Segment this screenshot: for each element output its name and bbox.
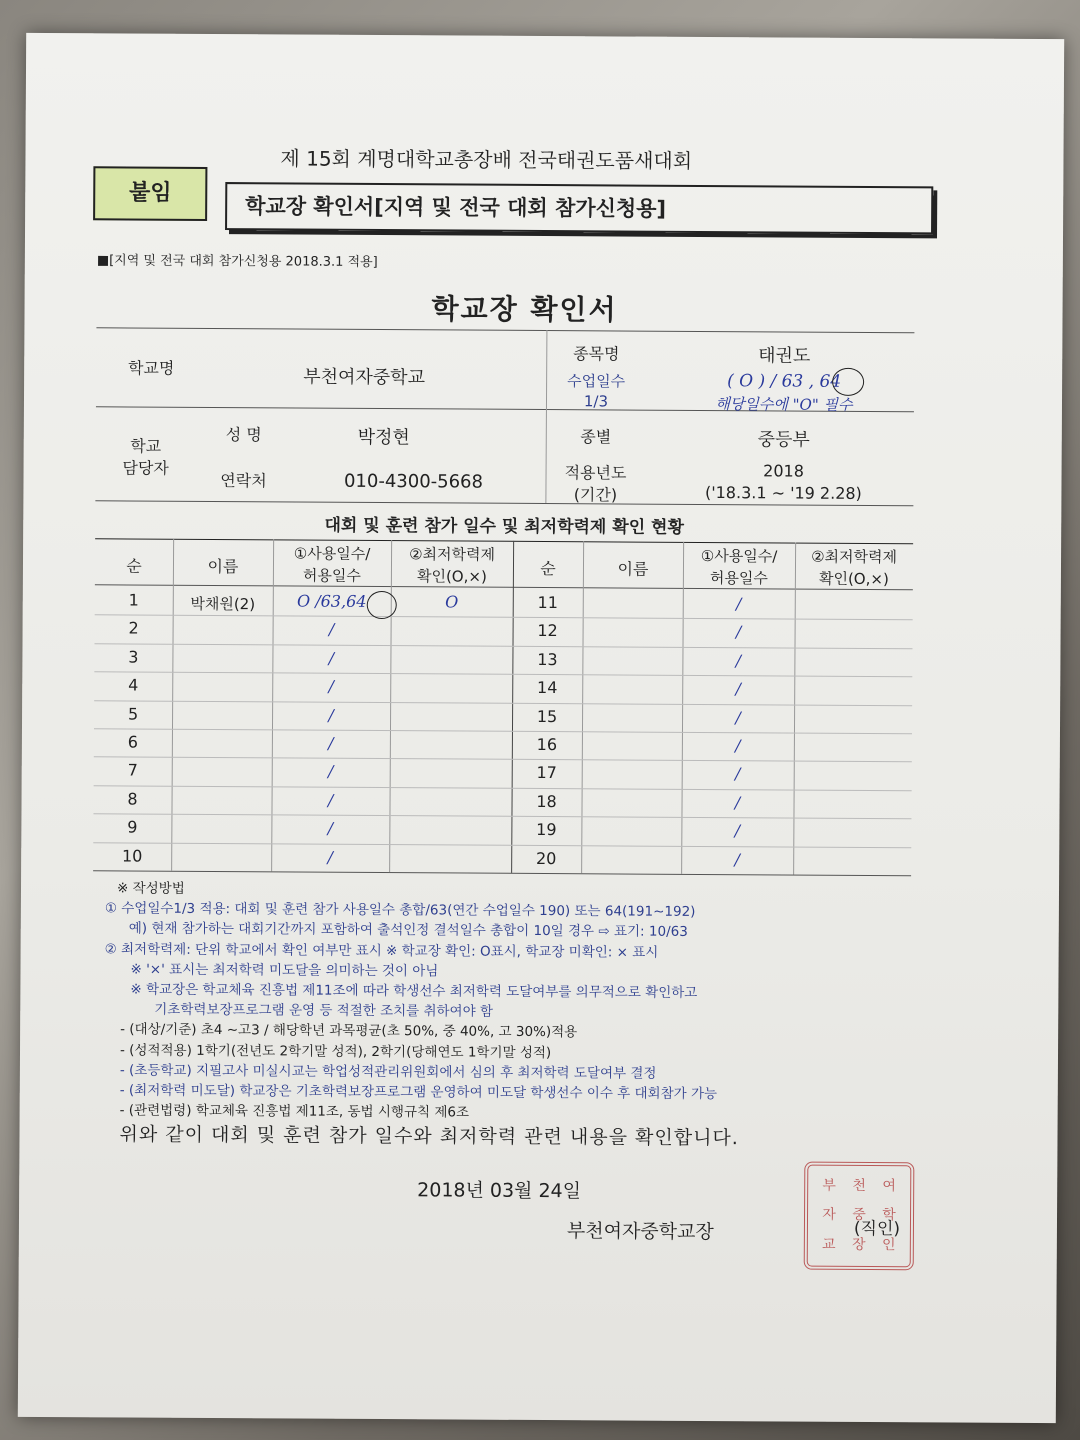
col-header-name-right: 이름 — [617, 559, 649, 579]
row-name — [583, 595, 683, 596]
col-header-days-2-right: 허용일수 — [709, 569, 768, 588]
col-header-num-right: 순 — [540, 558, 556, 579]
row-days: / — [735, 650, 742, 671]
seal-character: 장 — [852, 1236, 866, 1253]
instruction-line: ※ 학교장은 학교체육 진흥법 제11조에 따라 학생선수 최저학력 도달여부를 의무적으로 확인하고 — [130, 981, 698, 1001]
contact-label: 연락처 — [220, 471, 267, 491]
event-title: 제 15회 계명대학교총장배 전국태권도품새대회 — [280, 146, 693, 173]
row-number: 1 — [128, 590, 139, 610]
row-name — [171, 820, 271, 821]
row-academic-check — [389, 819, 511, 820]
signature-date: 2018년 03월 24일 — [417, 1179, 582, 1203]
row-days: / — [734, 764, 741, 784]
row-days: / — [735, 707, 741, 727]
row-number: 13 — [537, 649, 558, 669]
year-label-2: (기간) — [573, 485, 618, 505]
table-bottom-border — [93, 870, 911, 876]
seal-character: 중 — [852, 1207, 866, 1224]
row-number: 19 — [536, 820, 557, 840]
table-title: 대회 및 훈련 참가 일수 및 최저학력제 확인 현황 — [324, 515, 684, 538]
row-number: 4 — [128, 675, 139, 695]
year-label-1: 적용년도 — [564, 463, 627, 483]
manager-label-2: 담당자 — [122, 458, 169, 478]
row-number: 11 — [537, 592, 558, 613]
row-days: / — [327, 762, 334, 782]
row-number: 7 — [127, 760, 138, 780]
instruction-line: ※ '×' 표시는 최저학력 미도달을 의미하는 것이 아님 — [130, 961, 439, 980]
row-number: 2 — [128, 618, 139, 638]
name-label: 성 명 — [225, 425, 262, 445]
row-academic-check — [390, 649, 512, 650]
year-value-2: ('18.3.1 ~ '19 2.28) — [704, 482, 862, 503]
row-number: 15 — [536, 706, 558, 726]
row-academic-check — [793, 822, 911, 823]
row-number: 16 — [536, 734, 558, 755]
row-name — [172, 735, 272, 736]
row-name — [173, 621, 273, 622]
row-academic-check — [794, 765, 912, 766]
form-note: ■[지역 및 전국 대회 참가신청용 2018.3.1 적용] — [96, 253, 378, 270]
col-header-acad-1-right: ②최저학력제 — [811, 547, 898, 567]
row-days: / — [328, 676, 334, 696]
document-title: 학교장 확인서[지역 및 전국 대회 참가신청용] — [225, 182, 933, 234]
row-number: 6 — [127, 732, 139, 752]
col-header-days-2: 허용일수 — [302, 566, 361, 585]
row-days: / — [327, 847, 333, 867]
row-name — [582, 709, 682, 710]
instruction-line: ② 최저학력제: 단위 학교에서 확인 여부만 표시 ※ 학교장 확인: O표시, 학교장 미확인: × 표시 — [104, 940, 659, 961]
contact-value: 010-4300-5668 — [343, 470, 484, 493]
instruction-line: - (대상/기준) 초4 ~고3 / 해당학년 과목평균(초 50%, 중 40%, 고 30%)적용 — [120, 1021, 578, 1041]
seal-character: 부 — [822, 1177, 837, 1194]
name-value: 박정현 — [357, 426, 410, 449]
row-name — [582, 737, 682, 738]
row-number: 10 — [121, 846, 143, 866]
row-name — [172, 792, 272, 793]
circle-mark-icon — [367, 591, 397, 619]
row-days: / — [327, 790, 334, 810]
row-days: / — [328, 620, 335, 640]
row-days: / — [734, 821, 741, 841]
attachment-badge: 붙임 — [93, 166, 207, 221]
instruction-line: ① 수업일수1/3 적용: 대회 및 훈련 참가 사용일수 총합/63(연간 수업일수 190) 또는 64(191~192) — [104, 900, 696, 921]
row-name — [582, 766, 682, 767]
row-days: / — [734, 849, 740, 869]
row-days: / — [734, 792, 741, 813]
document-page — [18, 33, 1064, 1423]
class-days-label: 수업일수 — [567, 372, 626, 391]
row-name — [172, 706, 272, 707]
row-academic-check — [389, 848, 511, 849]
row-line — [94, 757, 912, 763]
main-title: 학교장 확인서 — [431, 292, 618, 327]
row-days: / — [736, 594, 742, 614]
row-line — [93, 842, 911, 848]
row-name — [172, 650, 272, 651]
instruction-line: - (초등학교) 지필고사 미실시교는 학업성적관리위원회에서 심의 후 최저학력 도달여부 결정 — [119, 1062, 657, 1082]
year-value-1: 2018 — [763, 461, 804, 481]
class-days-fraction: 1/3 — [583, 392, 609, 411]
col-header-acad-1: ②최저학력제 — [409, 545, 496, 564]
manager-label-1: 학교 — [130, 436, 162, 456]
row-days: / — [327, 818, 334, 838]
row-academic-check — [390, 791, 512, 792]
row-line — [94, 785, 912, 791]
row-number: 18 — [536, 791, 557, 811]
row-number: 5 — [127, 704, 139, 724]
col-header-name: 이름 — [207, 556, 239, 577]
row-academic-check — [391, 620, 513, 621]
row-name — [583, 624, 683, 625]
row-number: 9 — [127, 817, 138, 837]
row-line — [95, 615, 913, 621]
seal-character: 자 — [822, 1207, 836, 1224]
row-academic-check — [390, 706, 512, 707]
row-line — [94, 728, 912, 734]
row-line — [93, 813, 911, 819]
row-name — [172, 678, 272, 679]
row-days: / — [328, 705, 334, 725]
seal-character: 교 — [822, 1236, 836, 1253]
row-academic-check — [793, 850, 911, 851]
row-number: 3 — [128, 647, 139, 667]
col-header-days-1-right: ①사용일수/ — [700, 546, 778, 566]
class-days-value: ( O ) / 63 , 64 — [727, 371, 842, 392]
row-name — [582, 794, 682, 795]
row-academic-check — [795, 623, 913, 624]
row-number: 17 — [536, 763, 557, 783]
instruction-line: - (성적적용) 1학기(전년도 2학기말 성적), 2학기(당해연도 1학기말 성적) — [119, 1042, 552, 1061]
seal-character: 학 — [882, 1207, 896, 1224]
instruction-line: 기초학력보장프로그램 운영 등 적절한 조치를 취하여야 함 — [154, 1001, 494, 1020]
instructions-heading: ※ 작성방법 — [116, 880, 185, 897]
row-days: O /63,64 — [297, 591, 367, 611]
row-days: / — [328, 648, 335, 668]
row-number: 14 — [537, 678, 558, 698]
row-line — [94, 700, 912, 706]
col-header-acad-2-right: 확인(O,×) — [818, 569, 889, 589]
instruction-line: - (관련법령) 학교체육 진흥법 제11조, 동법 시행규칙 제6조 — [119, 1102, 470, 1121]
instruction-line: - (최저학력 미도달) 학교장은 기초학력보장프로그램 운영하여 미도달 학생선수 이수 후 대회참가 가능 — [119, 1082, 718, 1103]
event-value: 태권도 — [758, 345, 811, 367]
row-days: / — [735, 679, 741, 699]
row-academic-check — [390, 762, 512, 763]
school-label: 학교명 — [127, 358, 175, 378]
school-value: 부천여자중학교 — [303, 366, 426, 389]
row-line — [95, 643, 913, 649]
row-line — [94, 671, 912, 677]
row-academic-check — [795, 595, 913, 596]
instruction-line: 예) 현재 참가하는 대회기간까지 포함하여 출석인정 결석일수 총합이 10일 경우 ⇨ 표기: 10/63 — [128, 920, 688, 941]
row-academic-check — [794, 737, 912, 738]
seal-character: 천 — [852, 1178, 867, 1195]
row-academic-check — [794, 680, 912, 681]
row-academic-check — [794, 793, 912, 794]
col-header-acad-2: 확인(O,×) — [416, 567, 487, 586]
row-name — [581, 822, 681, 823]
event-label: 종목명 — [573, 344, 620, 364]
row-academic-check — [794, 651, 912, 652]
category-value: 중등부 — [757, 429, 810, 451]
category-label: 종별 — [580, 427, 612, 447]
seal-character: 여 — [882, 1178, 897, 1195]
row-number: 12 — [537, 621, 558, 641]
row-name — [581, 851, 681, 852]
circle-mark-icon — [832, 368, 864, 396]
row-days: / — [735, 736, 741, 756]
row-days: / — [735, 622, 742, 642]
confirmation-statement: 위와 같이 대회 및 훈련 참가 일수와 최저학력 관련 내용을 확인합니다. — [119, 1123, 739, 1150]
col-header-days-1: ①사용일수/ — [293, 544, 371, 563]
row-name — [171, 848, 271, 849]
row-academic-check — [794, 708, 912, 709]
row-name — [582, 652, 682, 653]
principal-name: 부천여자중학교장 — [566, 1220, 714, 1244]
row-days: / — [328, 733, 334, 753]
row-name — [172, 763, 272, 764]
row-name: 박채원(2) — [190, 594, 256, 614]
row-number: 20 — [535, 848, 557, 868]
row-name — [582, 680, 682, 681]
row-academic-check — [390, 734, 512, 735]
seal-label: (직인) — [853, 1218, 901, 1240]
row-academic-check: O — [445, 592, 459, 612]
class-days-note: 해당일수에 "O" 필수 — [715, 395, 853, 414]
seal-character: 인 — [882, 1236, 896, 1253]
col-header-num: 순 — [126, 556, 142, 576]
row-number: 8 — [127, 789, 138, 809]
row-academic-check — [390, 677, 512, 678]
